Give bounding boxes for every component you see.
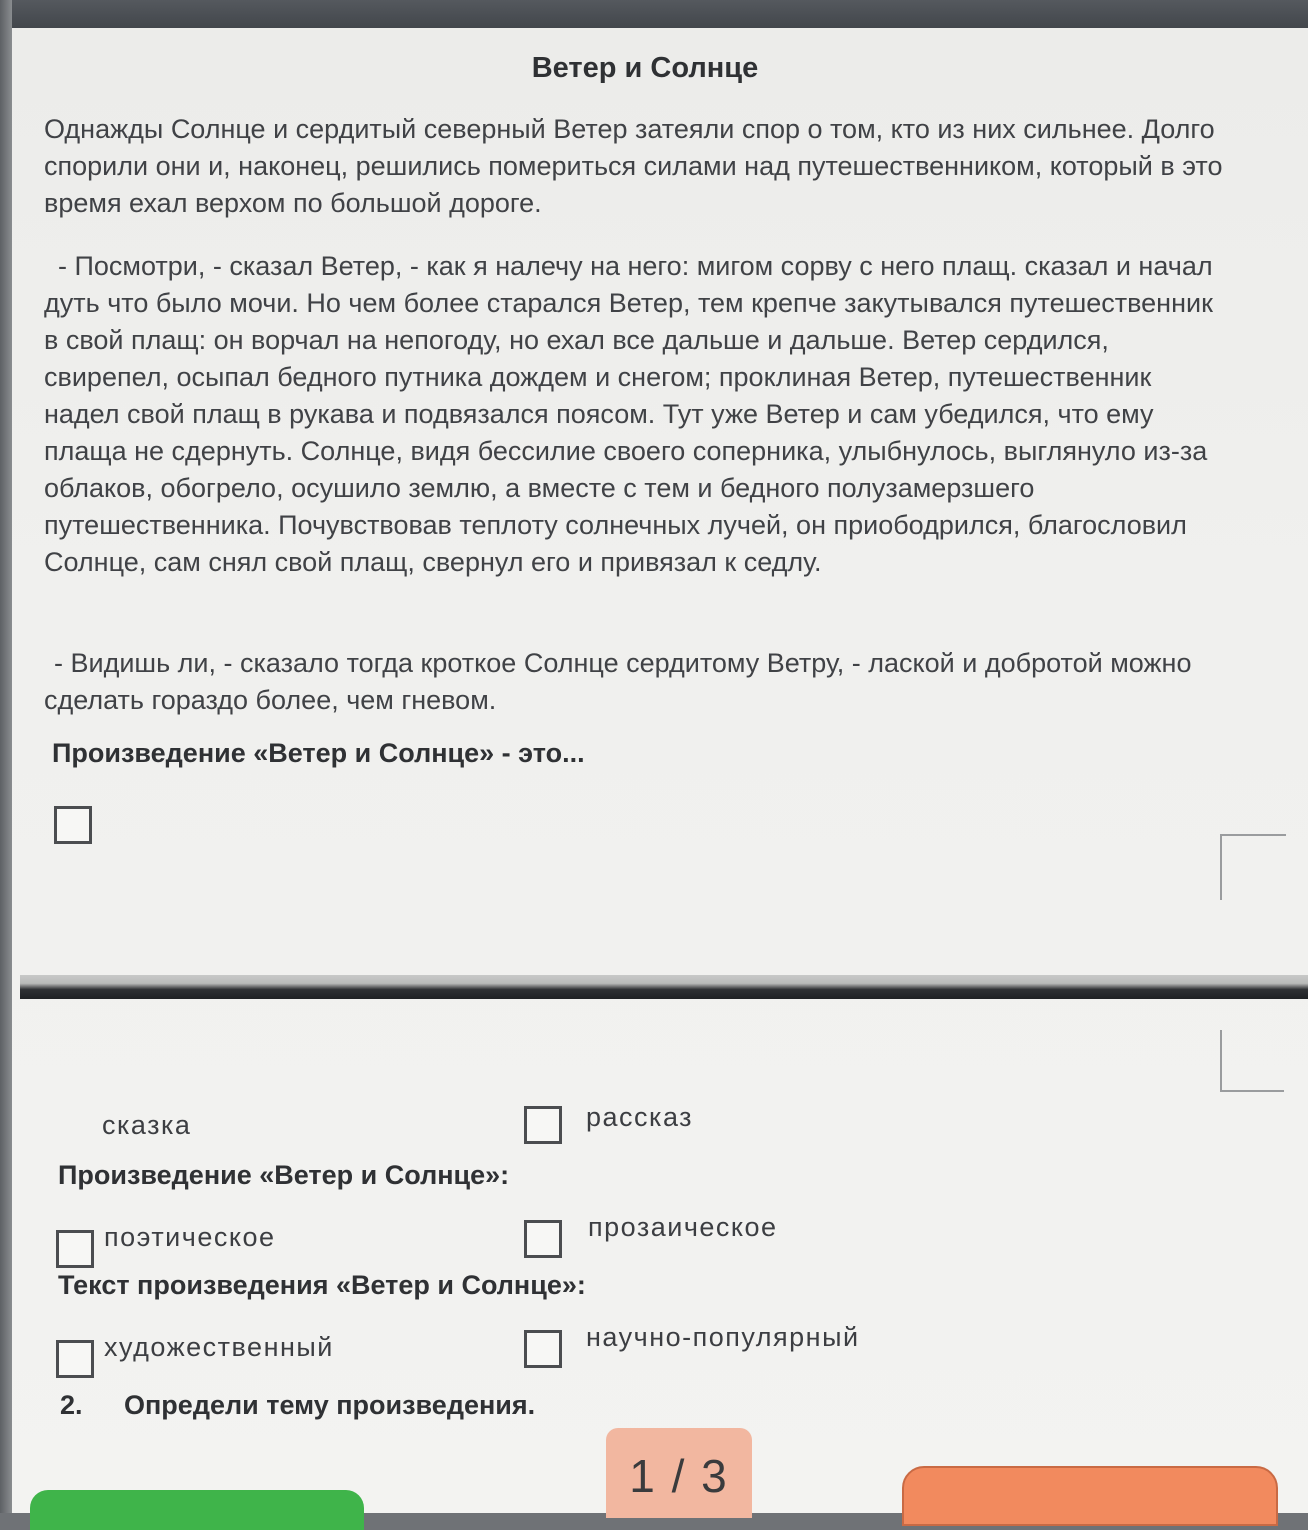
- option-poeticheskoe-label: поэтическое: [104, 1222, 276, 1252]
- task-2: [60, 1390, 535, 1421]
- checkbox-skazka[interactable]: [54, 806, 92, 844]
- option-nauchno-populyarnyi-label: научно-популярный: [586, 1322, 860, 1352]
- story-paragraph-2: - Посмотри, - сказал Ветер, - как я налечу на него: мигом сорву с него плащ. сказал и начал дуть что было мочи. Но чем более старался Ветер, тем крепче закутывался путешественник в свой плащ: он ворчал на непогоду, но ехал все дальше и дальше. Ветер сердился, свирепел, осыпал бедного путника дождем и снегом; проклиная Ветер, путешественник надел свой плащ в рукава и подвязался поясом. Тут уже Ветер и сам убедился, что ему плаща не сдернуть. Солнце, видя бессилие своего соперника, улыбнулось, выглянуло из-за облаков, обогрело, осушило землю, а вместе с тем и бедного полузамерзшего путешественника. Почувствовав теплоту солнечных лучей, он приободрился, благословил Солнце, сам снял свой плащ, свернул его и привязал к седлу.: [44, 251, 1213, 577]
- story-title: Ветер и Солнце: [531, 52, 759, 84]
- question-3-text: Текст произведения «Ветер и Солнце»:: [58, 1270, 586, 1300]
- story-paragraph-1: Однажды Солнце и сердитый северный Ветер затеяли спор о том, кто из них сильнее. Долго спорили они и, наконец, решились помериться силами над путешественником, который в это время ехал верхом по большой дороге.: [44, 114, 1223, 218]
- option-prozaicheskoe-label: прозаическое: [588, 1212, 778, 1242]
- task-2-text: Определи тему произведения.: [124, 1390, 536, 1420]
- scroll-corner-marker: [1220, 834, 1286, 900]
- page-indicator: 1 / 3: [606, 1428, 752, 1518]
- task-2-number: 2.: [60, 1390, 83, 1420]
- checkbox-prozaicheskoe[interactable]: [524, 1220, 562, 1258]
- device-left-bezel: [0, 0, 12, 1513]
- option-khudozhestvennyi-label: художественный: [104, 1332, 334, 1362]
- checkbox-nauchno-populyarnyi[interactable]: [524, 1330, 562, 1368]
- story-paragraph-3: - Видишь ли, - сказало тогда кроткое Солнце сердитому Ветру, - лаской и добротой можно сделать гораздо более, чем гневом.: [44, 648, 1192, 715]
- page-split-divider: [20, 975, 1308, 999]
- scroll-corner-marker: [1220, 1030, 1284, 1092]
- option-rasskaz-label: рассказ: [586, 1102, 694, 1132]
- checkbox-khudozhestvennyi[interactable]: [56, 1340, 94, 1378]
- checkbox-rasskaz[interactable]: [524, 1106, 562, 1144]
- question-2-text: Произведение «Ветер и Солнце»:: [58, 1160, 510, 1190]
- orange-nav-button[interactable]: [902, 1466, 1278, 1526]
- option-skazka-label: сказка: [102, 1110, 192, 1140]
- green-nav-button[interactable]: [30, 1490, 364, 1530]
- question-1-text: Произведение «Ветер и Солнце» - это...: [52, 738, 585, 768]
- checkbox-poeticheskoe[interactable]: [56, 1230, 94, 1268]
